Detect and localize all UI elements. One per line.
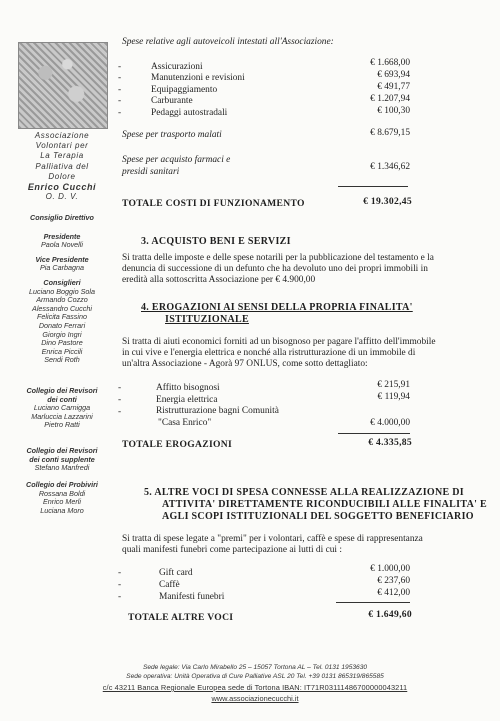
arbitrator-name: Luciana Moro [40, 505, 84, 515]
board-section [8, 214, 116, 365]
auditors-title: dei conti [47, 394, 77, 404]
expense-amount: € 215,91 [377, 380, 410, 390]
substitute-auditor-name: Stefano Manfredi [34, 463, 90, 473]
footer-operative: Sede operativa: Unità Operativa di Cure Palliative ASL 20 Tel. +39 0131 865319/865585 [126, 673, 384, 680]
total-label: TOTALE EROGAZIONI [122, 439, 233, 450]
expense-label: Assicurazioni [151, 62, 203, 72]
expense-label: Caffè [159, 580, 180, 590]
expense-label: Manifesti funebri [159, 592, 225, 602]
expense-label: Manutenzioni e revisioni [151, 73, 245, 83]
paragraph-line: in cui vive e l'energia elettrica e nonché alla ristrutturazione di un immobile di [122, 348, 416, 358]
auditor-name: Marluccia Lazzarini [31, 411, 93, 421]
councillor-name: Donato Ferrari [38, 320, 86, 330]
expense-label: Pedaggi autostradali [151, 108, 228, 118]
expense-label: Ristrutturazione bagni Comunità [156, 406, 279, 416]
expense-amount: € 4.000,00 [370, 418, 410, 428]
drugs-amount: € 1.346,62 [370, 162, 410, 172]
paragraph-line: eredità alla sottoscritta Associazione per € 4.900,00 [122, 275, 316, 285]
bullet: - [118, 96, 122, 106]
paragraph-line: un'altra Associazione - Agorà 97 ONLUS, come sotto dettagliato: [122, 359, 368, 369]
vice-president-name: Pia Carbagna [40, 263, 84, 273]
expense-amount: € 491,77 [377, 82, 410, 92]
section-title: AGLI SCOPI ISTITUZIONALI DEL SOGGETTO BENEFICIARIO [162, 511, 474, 522]
expense-label: Energia elettrica [156, 395, 218, 405]
expense-label: Equipaggiamento [151, 85, 218, 95]
drugs-label: Spese per acquisto farmaci e [122, 155, 231, 165]
bullet: - [118, 592, 122, 602]
expense-amount: € 119,94 [377, 392, 410, 402]
sum-line [336, 602, 410, 603]
vice-president-label: Vice Presidente [35, 254, 89, 264]
org-line: Palliativa del [35, 161, 89, 171]
section-title: ISTITUZIONALE [165, 314, 249, 325]
bullet: - [118, 568, 122, 578]
association-logo [18, 42, 108, 129]
councillors-label: Consiglieri [43, 277, 81, 287]
auditors-section [8, 387, 116, 430]
section-title: 4. EROGAZIONI AI SENSI DELLA PROPRIA FINALITA' [141, 302, 413, 313]
sum-line [338, 186, 408, 187]
president-label: Presidente [43, 231, 81, 241]
expense-label: "Casa Enrico" [158, 418, 212, 428]
section-title: 5. ALTRE VOCI DI SPESA CONNESSE ALLA REALIZZAZIONE DI [144, 487, 464, 498]
bullet: - [118, 383, 122, 393]
total-label: TOTALE ALTRE VOCI [128, 612, 234, 623]
expense-label: Affitto bisognosi [156, 383, 220, 393]
bullet: - [118, 62, 122, 72]
total-amount: € 19.302,45 [363, 196, 412, 207]
footer-address: Sede legale: Via Carlo Mirabello 25 – 15057 Tortona AL – Tel. 0131 1953630 [142, 664, 368, 671]
councillor-name: Armando Cozzo [36, 295, 88, 305]
total-amount: € 1.649,60 [368, 609, 412, 620]
expense-amount: € 412,00 [377, 588, 410, 598]
total-label: TOTALE COSTI DI FUNZIONAMENTO [122, 198, 305, 209]
councillor-name: Felicita Fassino [37, 312, 87, 322]
org-line: Associazione [34, 131, 90, 140]
expense-amount: € 1.000,00 [370, 564, 410, 574]
expense-amount: € 237,60 [377, 576, 410, 586]
expense-amount: € 1.207,94 [370, 94, 410, 104]
auditor-name: Luciano Carnigga [33, 403, 91, 413]
paragraph-line: Si tratta di spese legate a "premi" per i volontari, caffè e spese di rappresentanza [122, 534, 423, 544]
sum-line [338, 433, 410, 434]
bullet: - [118, 73, 122, 83]
expense-amount: € 693,94 [377, 70, 410, 80]
transport-label: Spese per trasporto malati [122, 130, 222, 140]
expense-label: Carburante [151, 96, 193, 106]
substitute-auditors-title: Collegio dei Revisori [26, 446, 98, 455]
arbitrator-name: Rossana Boldi [38, 488, 86, 498]
paragraph-line: denuncia di successione di un defunto che ha devoluto uno dei propri immobili in [122, 264, 428, 274]
councillor-name: Sendi Roth [44, 355, 80, 365]
expense-amount: € 1.668,00 [370, 58, 410, 68]
org-line: Volontari per [35, 141, 89, 151]
councillor-name: Giorgio Ingri [42, 329, 82, 339]
section-title: ATTIVITA' DIRETTAMENTE RICONDUCIBILI ALLE FINALITA' E [162, 499, 487, 510]
footer-website-link[interactable]: www.associazionecucchi.it [211, 694, 299, 703]
footer-bank: c/c 43211 Banca Regionale Europea sede di Tortona IBAN: IT71R03111486700000043211 [102, 683, 408, 692]
arbitrator-name: Enrico Merli [43, 497, 81, 507]
councillor-name: Alessandro Cucchi [32, 303, 92, 313]
paragraph-line: Si tratta di aiuti economici forniti ad un bisognoso per pagare l'affitto dell'immobile [122, 337, 436, 347]
bullet: - [118, 580, 122, 590]
org-line: Enrico Cucchi [27, 182, 97, 193]
auditor-name: Pietro Ratti [44, 420, 80, 430]
auditors-title: Collegio dei Revisori [26, 386, 98, 395]
expense-amount: € 100,30 [377, 106, 410, 116]
organization-name [14, 131, 110, 202]
board-title: Consiglio Direttivo [30, 213, 94, 222]
president-name: Paola Novelli [41, 240, 83, 250]
bullet: - [118, 108, 122, 118]
transport-amount: € 8.679,15 [370, 128, 410, 138]
substitute-auditors-title: dei conti supplente [29, 454, 95, 464]
substitute-auditors-section [8, 447, 116, 473]
bullet: - [118, 395, 122, 405]
expense-label: Gift card [159, 568, 193, 578]
councillor-name: Dino Pastore [41, 338, 83, 348]
org-line: O. D. V. [45, 192, 79, 202]
bullet: - [118, 407, 122, 417]
org-line: La Terapia [40, 151, 84, 161]
councillor-name: Enrica Piccili [41, 346, 83, 356]
drugs-label: presidi sanitari [122, 167, 180, 177]
arbitrators-section [8, 481, 116, 515]
bullet: - [118, 85, 122, 95]
total-amount: € 4.335,85 [368, 437, 412, 448]
councillor-name: Luciano Boggio Sola [29, 286, 95, 296]
paragraph-line: Si tratta delle imposte e delle spese notarili per la pubblicazione del testamento e la [122, 253, 434, 263]
arbitrators-title: Collegio dei Probiviri [26, 480, 98, 489]
section-title: 3. ACQUISTO BENI E SERVIZI [141, 236, 291, 247]
vehicles-heading: Spese relative agli autoveicoli intestati all'Associazione: [122, 37, 334, 47]
org-line: Dolore [48, 171, 76, 181]
paragraph-line: quali manifesti funebri come partecipazione ai lutti di cui : [122, 545, 342, 555]
